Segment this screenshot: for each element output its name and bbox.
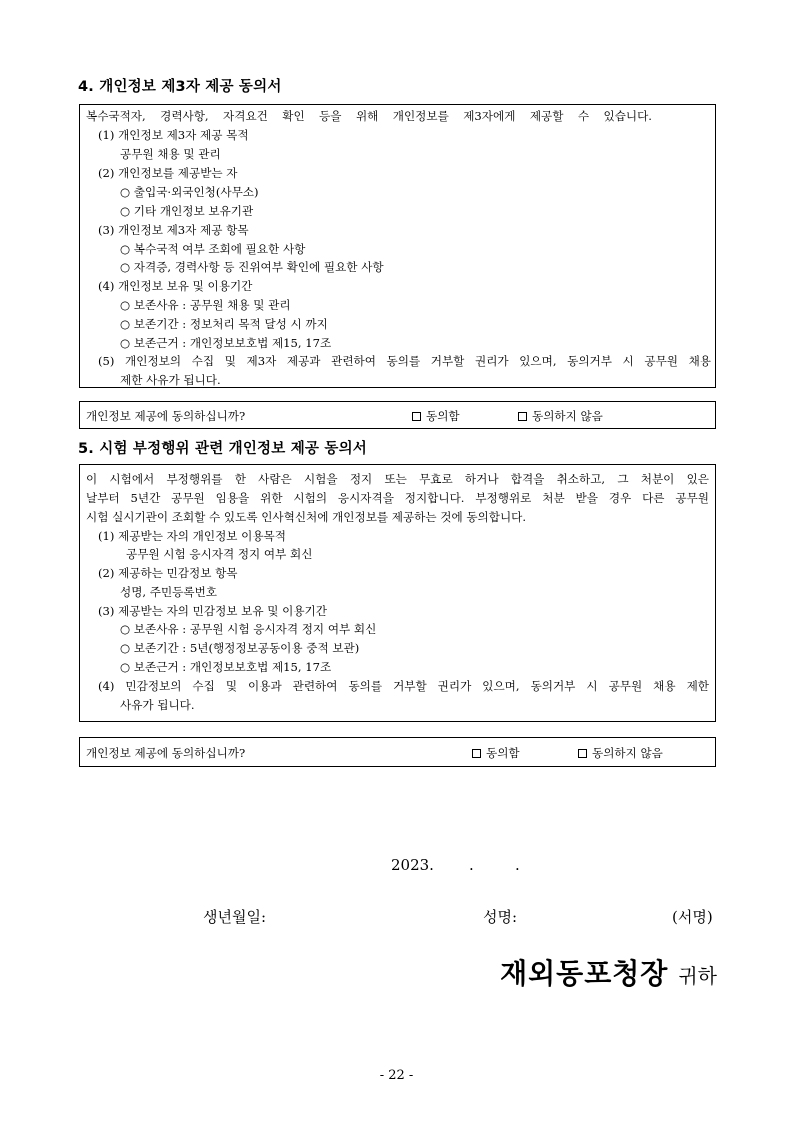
section-4-item-1: (1) 개인정보 제3자 제공 목적 — [98, 128, 249, 142]
section-4-title: 4. 개인정보 제3자 제공 동의서 — [78, 79, 282, 95]
checkbox-icon[interactable] — [578, 749, 587, 758]
section-5-item-3-bullet-1: ○ 보존사유 : 공무원 시험 응시자격 정지 여부 회신 — [120, 622, 377, 636]
section-5-item-3-bullet-2: ○ 보존기간 : 5년(행정정보공동이용 중적 보관) — [120, 641, 360, 655]
section-5-intro-line-3: 시험 실시기관이 조회할 수 있도록 인사혁신처에 개인정보를 제공하는 것에 동의합니다. — [86, 510, 527, 524]
section-5-item-2-text: 성명, 주민등록번호 — [120, 585, 217, 599]
section-4-consent-question: 개인정보 제공에 동의하십니까? — [86, 409, 246, 423]
section-5-consent-question: 개인정보 제공에 동의하십니까? — [86, 746, 246, 760]
section-5-content-box — [79, 464, 716, 722]
section-5-consent-row — [79, 737, 716, 767]
checkbox-icon[interactable] — [412, 412, 421, 421]
checkbox-icon[interactable] — [518, 412, 527, 421]
section-4-disagree-option[interactable] — [518, 408, 603, 424]
section-5-item-4: (4) 민감정보의 수집 및 이용과 관련하여 동의를 거부할 권리가 있으며, 동의거부 시 공무원 채용 제한 — [98, 679, 709, 693]
section-4-item-3-bullet-1: ○ 복수국적 여부 조회에 필요한 사항 — [120, 242, 306, 256]
section-5-intro-line-1: 이 시험에서 부정행위를 한 사람은 시험을 정지 또는 무효로 하거나 합격을 취소하고, 그 처분이 있은 — [86, 472, 709, 486]
section-4-item-2: (2) 개인정보를 제공받는 자 — [98, 166, 238, 180]
name-label: 성명: — [483, 908, 518, 926]
section-5-agree-label: 동의함 — [486, 746, 520, 760]
section-5-agree-option[interactable] — [472, 745, 520, 761]
section-4-item-1-text: 공무원 채용 및 관리 — [120, 147, 221, 161]
section-4-disagree-label: 동의하지 않음 — [532, 409, 603, 423]
section-4-item-3: (3) 개인정보 제3자 제공 항목 — [98, 223, 249, 237]
section-4-content-box — [79, 104, 716, 388]
section-5-intro-line-2: 날부터 5년간 공무원 임용을 위한 시험의 응시자격을 정지합니다. 부정행위로 처분 받을 경우 다른 공무원 — [86, 491, 709, 505]
recipient-org: 재외동포청장 — [500, 957, 669, 990]
checkbox-icon[interactable] — [472, 749, 481, 758]
section-4-item-5: (5) 개인정보의 수집 및 제3자 제공과 관련하여 동의를 거부할 권리가 있으며, 동의거부 시 공무원 채용 — [98, 354, 711, 368]
section-4-item-4: (4) 개인정보 보유 및 이용기간 — [98, 279, 253, 293]
section-5-title: 5. 시험 부정행위 관련 개인정보 제공 동의서 — [78, 441, 368, 457]
section-5-item-1-text: 공무원 시험 응시자격 정지 여부 회신 — [126, 547, 313, 561]
section-5-item-3: (3) 제공받는 자의 민감정보 보유 및 이용기간 — [98, 604, 327, 618]
section-4-item-2-bullet-2: ○ 기타 개인정보 보유기관 — [120, 204, 254, 218]
section-4-item-5-cont: 제한 사유가 됩니다. — [120, 373, 221, 387]
section-5-item-2: (2) 제공하는 민감정보 항목 — [98, 566, 238, 580]
section-4-consent-row — [79, 401, 716, 429]
section-5-disagree-option[interactable] — [578, 745, 663, 761]
section-5-item-4-cont: 사유가 됩니다. — [120, 698, 195, 712]
section-4-intro: 복수국적자, 경력사항, 자격요건 확인 등을 위해 개인정보를 제3자에게 제공할 수 있습니다. — [86, 109, 652, 123]
recipient — [500, 952, 717, 992]
section-4-agree-label: 동의함 — [426, 409, 460, 423]
signature-label: (서명) — [672, 908, 713, 926]
section-4-item-3-bullet-2: ○ 자격증, 경력사항 등 진위여부 확인에 필요한 사항 — [120, 260, 384, 274]
section-4-item-4-bullet-2: ○ 보존기간 : 정보처리 목적 달성 시 까지 — [120, 317, 328, 331]
section-5-item-1: (1) 제공받는 자의 개인정보 이용목적 — [98, 529, 286, 543]
recipient-honorific: 귀하 — [678, 964, 717, 988]
section-4-item-2-bullet-1: ○ 출입국·외국인청(사무소) — [120, 185, 259, 199]
section-4-agree-option[interactable] — [412, 408, 460, 424]
date-year: 2023. — [391, 856, 434, 874]
date-day-dot: . — [515, 856, 520, 874]
date-month-dot: . — [469, 856, 474, 874]
birth-date-label: 생년월일: — [203, 908, 267, 926]
section-5-item-3-bullet-3: ○ 보존근거 : 개인정보보호법 제15, 17조 — [120, 660, 332, 674]
page-number: - 22 - — [379, 1068, 414, 1083]
section-4-item-4-bullet-1: ○ 보존사유 : 공무원 채용 및 관리 — [120, 298, 291, 312]
section-5-disagree-label: 동의하지 않음 — [592, 746, 663, 760]
section-4-item-4-bullet-3: ○ 보존근거 : 개인정보보호법 제15, 17조 — [120, 336, 332, 350]
